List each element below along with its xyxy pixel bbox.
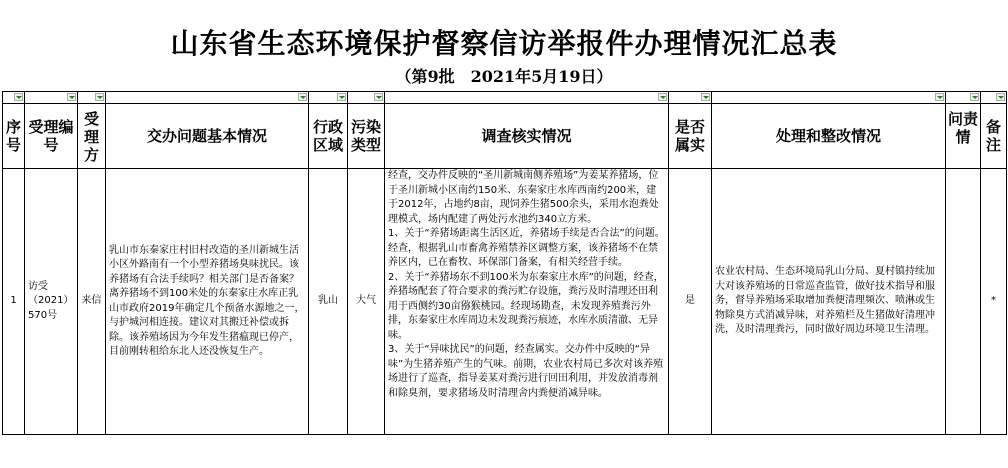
filter-cell: [78, 92, 106, 104]
header-seq: 序号: [3, 104, 25, 169]
filter-cell: [3, 92, 25, 104]
filter-cell: [106, 92, 309, 104]
header-investigation: 调查核实情况: [385, 104, 669, 169]
summary-table: [2, 91, 1007, 435]
cell-accountability[interactable]: [946, 169, 981, 435]
header-pollution: 污染类型: [348, 104, 385, 169]
filter-cell: [385, 92, 669, 104]
page-subtitle: （第9批 2021年5月19日）: [395, 67, 613, 86]
header-case-no: 受理编号: [25, 104, 78, 169]
header-handling: 处理和整改情况: [712, 104, 946, 169]
filter-cell: [348, 92, 385, 104]
header-issue: 交办问题基本情况: [106, 104, 309, 169]
page-title: 山东省生态环境保护督察信访举报件办理情况汇总表: [170, 27, 838, 60]
filter-dropdown-icon[interactable]: [701, 93, 710, 101]
cell-verified[interactable]: 是: [669, 169, 712, 435]
filter-dropdown-icon[interactable]: [970, 93, 979, 101]
filter-dropdown-icon[interactable]: [67, 93, 76, 101]
cell-acceptor[interactable]: 来信: [78, 169, 106, 435]
cell-remarks[interactable]: *: [981, 169, 1007, 435]
cell-seq[interactable]: 1: [3, 169, 25, 435]
filter-cell: [669, 92, 712, 104]
filter-row: [3, 92, 1007, 104]
cell-investigation[interactable]: 经查，交办件反映的“圣川新城南侧养殖场”为姜某养猪场，位于圣川新城小区南约150米、东秦家庄水库西南约200米，建于2012年，占地约8亩，现饲养生猪500余头，采用水泡粪处理模式，场内配建了两处污水池约340立方米。 1、关于“养猪场距离生活区近，养猪场手续是否合法”的问题。经查，根据乳山市畜禽养殖禁养区调整方案，该养猪场不在禁养区内，已在畜牧、环保部门备案，有相关经营手续。 2、关于“养猪场东不到100米为东秦家庄水库”的问题，经查，养猪场配套了符合要求的粪污贮存设施，粪污及时清理还田利用于西侧约30亩猕猴桃园。经现场勘查，未发现养殖粪污外排，东秦家庄水库周边未发现粪污痕迹，水库水质清澈、无异味。 3、关于“异味扰民”的问题，经查属实。交办件中反映的“异味”为生猪养殖产生的气味。前期，农业农村局已多次对该养殖场进行了巡查，指导姜某对粪污进行回田利用，并发放消毒剂和除臭剂，要求猪场及时清理舍内粪便消减异味。: [385, 169, 669, 435]
filter-dropdown-icon[interactable]: [95, 93, 104, 101]
cell-issue[interactable]: 乳山市东秦家庄村旧村改造的圣川新城生活小区外路南有一个小型养猪场臭味扰民。该养猪场有合法手续吗？相关部门是否备案？离养猪场不到100米处的东秦家庄水库正乳山市政府2019年确定几个预备水源地之一，与护城河相连接。建议对其搬迁补偿或拆除。该养殖场因为今年发生猪瘟现已停产，目前刚转租给东北人还没恢复生产。: [106, 169, 309, 435]
header-district: 行政区域: [309, 104, 348, 169]
filter-cell: [946, 92, 981, 104]
table-row: [3, 169, 1007, 435]
cell-case-no[interactable]: 访受（2021）570号: [25, 169, 78, 435]
filter-dropdown-icon[interactable]: [337, 93, 346, 101]
header-verified: 是否属实: [669, 104, 712, 169]
filter-cell: [25, 92, 78, 104]
header-acceptor: 受理方: [78, 104, 106, 169]
cell-pollution[interactable]: 大气: [348, 169, 385, 435]
filter-dropdown-icon[interactable]: [935, 93, 944, 101]
filter-dropdown-icon[interactable]: [996, 93, 1005, 101]
cell-handling[interactable]: 农业农村局、生态环境局乳山分局、夏村镇持续加大对该养殖场的日常巡查监管，做好技术指导和服务，督导养殖场采取增加粪便清理频次、喷淋或生物除臭方式消减异味，对养殖栏及生猪做好清理冲洗，及时清理粪污，同时做好周边环境卫生清理。: [712, 169, 946, 435]
header-accountability: 问责情: [946, 104, 981, 169]
filter-dropdown-icon[interactable]: [658, 93, 667, 101]
filter-cell: [981, 92, 1007, 104]
cell-district[interactable]: 乳山: [309, 169, 348, 435]
filter-dropdown-icon[interactable]: [374, 93, 383, 101]
filter-cell: [309, 92, 348, 104]
filter-cell: [712, 92, 946, 104]
filter-dropdown-icon[interactable]: [298, 93, 307, 101]
filter-dropdown-icon[interactable]: [14, 93, 23, 101]
header-row: [3, 104, 1007, 169]
header-remarks: 备注: [981, 104, 1007, 169]
